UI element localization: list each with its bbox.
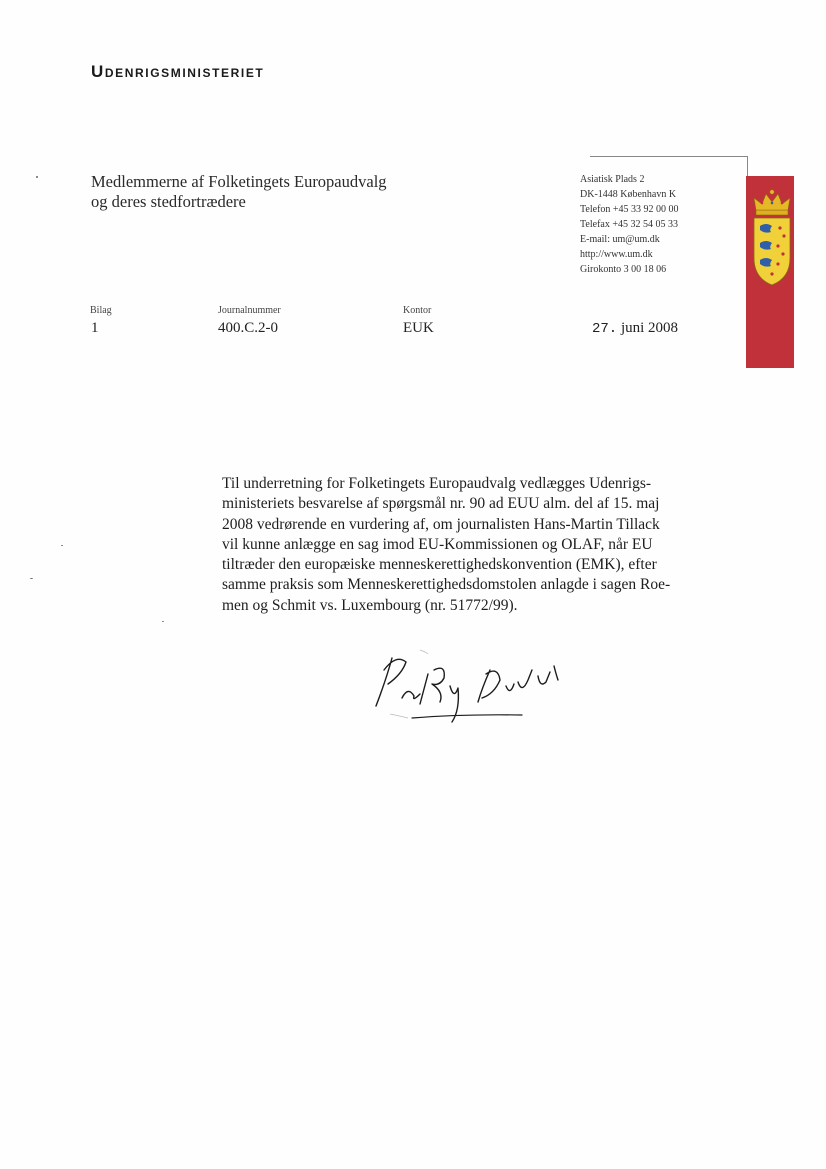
crown-icon <box>754 190 790 215</box>
signature-icon <box>362 640 572 730</box>
scan-speck <box>162 621 164 622</box>
address-giro: Girokonto 3 00 18 06 <box>580 264 667 275</box>
letterhead-rule <box>590 156 748 157</box>
date-day: 27. <box>592 321 618 337</box>
journal-value: 400.C.2-0 <box>218 320 278 336</box>
recipients-line-1: Medlemmerne af Folketingets Europaudvalg <box>91 172 387 191</box>
kontor-value: EUK <box>403 320 434 336</box>
address-street: Asiatisk Plads 2 <box>580 174 645 185</box>
body-line: samme praksis som Menneskerettighedsdomstolen anlagde i sagen Roe- <box>222 576 671 594</box>
body-line: tiltræder den europæiske menneskerettighedskonvention (EMK), efter <box>222 556 657 574</box>
bilag-label: Bilag <box>90 305 112 316</box>
address-fax: Telefax +45 32 54 05 33 <box>580 219 678 230</box>
body-line: 2008 vedrørende en vurdering af, om journalisten Hans-Martin Tillack <box>222 515 660 533</box>
recipients-block <box>91 172 387 212</box>
scan-speck <box>61 545 63 546</box>
address-block <box>580 172 679 277</box>
body-line: men og Schmit vs. Luxembourg (nr. 51772/99). <box>222 596 518 614</box>
address-web: http://www.um.dk <box>580 249 653 260</box>
journal-label: Journalnummer <box>218 305 281 316</box>
address-phone: Telefon +45 33 92 00 00 <box>580 204 679 215</box>
scan-speck <box>36 176 38 178</box>
ministry-header: Udenrigsministeriet <box>91 62 265 81</box>
body-line: vil kunne anlægge en sag imod EU-Kommissionen og OLAF, når EU <box>222 535 653 553</box>
recipients-line-2: og deres stedfortrædere <box>91 192 246 211</box>
coat-of-arms-icon <box>748 188 794 288</box>
kontor-label: Kontor <box>403 305 432 316</box>
date <box>592 320 678 337</box>
body-line: ministeriets besvarelse af spørgsmål nr. 90 ad EUU alm. del af 15. maj <box>222 495 660 513</box>
date-month-year: juni 2008 <box>620 320 679 336</box>
address-email: E-mail: um@um.dk <box>580 234 660 245</box>
bilag-value: 1 <box>91 320 99 336</box>
address-city: DK-1448 København K <box>580 189 677 200</box>
body-line: Til underretning for Folketingets Europaudvalg vedlægges Udenrigs- <box>222 475 652 492</box>
body-paragraph <box>222 474 692 616</box>
letterhead-rule-vertical <box>747 156 748 176</box>
scan-speck <box>30 578 33 579</box>
